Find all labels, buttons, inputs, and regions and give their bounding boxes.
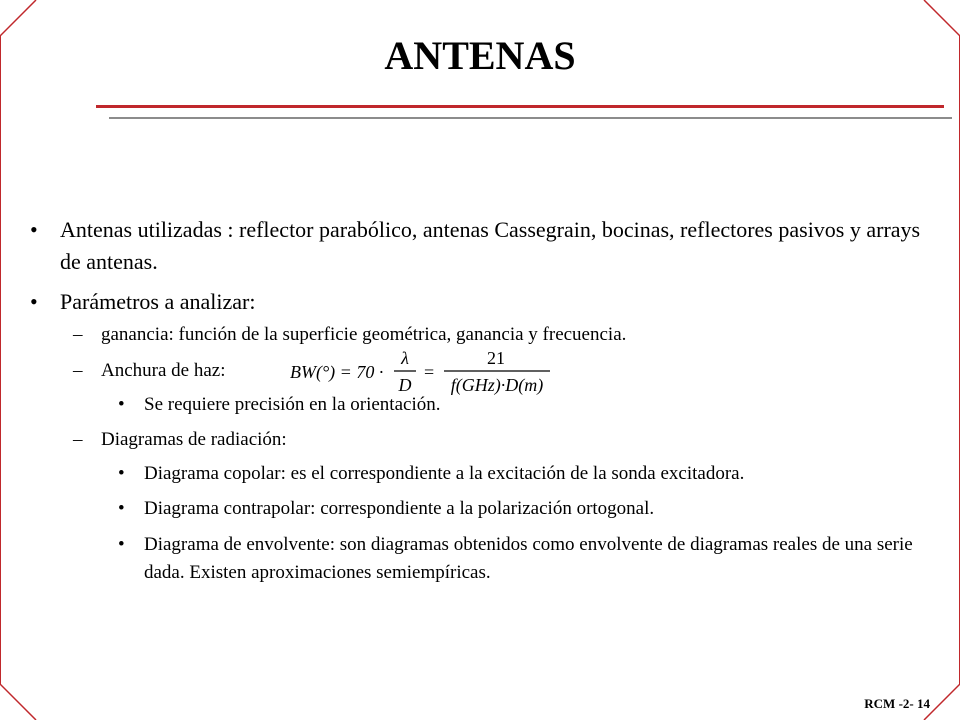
- sub-item-text: Anchura de haz:: [101, 360, 226, 381]
- beamwidth-formula: [288, 346, 558, 396]
- bullet-dot: •: [118, 394, 125, 415]
- formula-lambda: λ: [401, 348, 409, 368]
- title-underline-gray: [109, 117, 952, 119]
- bullet-dot: •: [30, 217, 38, 242]
- diagram-item-text: Diagrama de envolvente: son diagramas obtenidos como envolvente de diagramas reales de una serie dada. Existen aproximaciones semiempíricas.: [144, 534, 913, 583]
- dash-marker: –: [73, 429, 83, 450]
- bullet-dot: •: [118, 498, 125, 519]
- note-text: Se requiere precisión en la orientación.: [144, 394, 441, 415]
- title-underline-red: [96, 105, 944, 108]
- slide-title: ANTENAS: [384, 33, 576, 78]
- dash-marker: –: [73, 324, 83, 345]
- bullet-dot: •: [118, 534, 125, 555]
- formula-equals: =: [424, 362, 435, 382]
- bullet-text: Antenas utilizadas : reflector parabólico, antenas Cassegrain, bocinas, reflectores pasivos y arrays de antenas.: [60, 217, 921, 274]
- slide-footer: RCM -2- 14: [864, 696, 930, 711]
- sub-item-text: ganancia: función de la superficie geométrica, ganancia y frecuencia.: [101, 324, 627, 345]
- formula-lhs: BW(°) = 70 ·: [290, 362, 384, 382]
- sub-item-text: Diagramas de radiación:: [101, 429, 287, 450]
- formula-d: D: [398, 375, 412, 395]
- bullet-dot: •: [118, 463, 125, 484]
- diagram-item-text: Diagrama contrapolar: correspondiente a la polarización ortogonal.: [144, 498, 655, 519]
- bullet-text: Parámetros a analizar:: [60, 289, 256, 314]
- bullet-dot: •: [30, 289, 38, 314]
- diagram-item-text: Diagrama copolar: es el correspondiente a la excitación de la sonda excitadora.: [144, 463, 745, 484]
- dash-marker: –: [73, 360, 83, 381]
- formula-denominator: f(GHz)·D(m): [450, 375, 544, 395]
- formula-21: 21: [487, 348, 505, 368]
